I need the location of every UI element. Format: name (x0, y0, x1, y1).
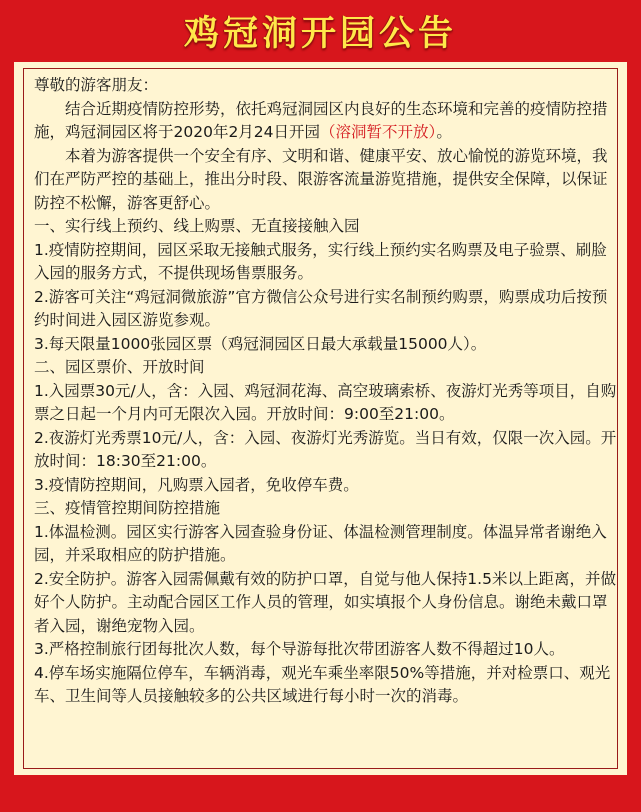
section-item: 2.安全防护。游客入园需佩戴有效的防护口罩，自觉与他人保持1.5米以上距离，并做好个人防护。主动配合园区工作人员的管理，如实填报个人身份信息。谢绝未戴口罩者入园，谢绝宠物入园。 (34, 569, 616, 635)
intro-paragraph-1 (34, 98, 619, 145)
section-heading: 三、疫情管控期间防控措施 (34, 499, 221, 517)
section-item: 3.疫情防控期间，凡购票入园者，免收停车费。 (34, 475, 359, 494)
section-item: 4.停车场实施隔位停车，车辆消毒，观光车乘坐率限50%等措施，并对检票口、观光车、卫生间等人员接触较多的公共区域进行每小时一次的消毒。 (34, 663, 611, 705)
section-item: 1.疫情防控期间，园区采取无接触式服务，实行线上预约实名购票及电子验票、刷脸入园的服务方式，不提供现场售票服务。 (34, 240, 607, 282)
section-heading: 二、园区票价、开放时间 (34, 358, 205, 376)
greeting: 尊敬的游客朋友： (34, 76, 159, 94)
notice-panel (14, 62, 627, 775)
section-item: 1.体温检测。园区实行游客入园查验身份证、体温检测管理制度。体温异常者谢绝入园，并采取相应的防护措施。 (34, 522, 607, 564)
section-item: 2.夜游灯光秀票10元/人，含：入园、夜游灯光秀游览。当日有效，仅限一次入园。开放时间：18:30至21:00。 (34, 428, 617, 470)
cave-closed-note: （溶洞暂不开放） (320, 123, 437, 141)
section-item: 3.严格控制旅行团每批次人数，每个导游每批次带团游客人数不得超过10人。 (34, 640, 565, 658)
notice-title: 鸡冠洞开园公告 (183, 14, 457, 54)
section-heading: 一、实行线上预约、线上购票、无直接接触入园 (34, 217, 360, 235)
section-item: 2.游客可关注“鸡冠洞微旅游”官方微信公众号进行实名制预约购票，购票成功后按预约时间进入园区游览参观。 (34, 287, 608, 329)
intro-end: 。 (436, 123, 452, 141)
intro-text: 结合近期疫情防控形势，依托鸡冠洞园区内良好的生态环境和完善的疫情防控措施，鸡冠洞园区将于2020年2月24日开园 (34, 99, 608, 141)
intro-paragraph-2: 本着为游客提供一个安全有序、文明和谐、健康平安、放心愉悦的游览环境，我们在严防严控的基础上，推出分时段、限游客流量游览措施，提供安全保障，以保证防控不松懈，游客更舒心。 (34, 146, 608, 212)
section-item: 1.入园票30元/人，含：入园、鸡冠洞花海、高空玻璃索桥、夜游灯光秀等项目，自购票之日起一个月内可无限次入园。开放时间：9:00至21:00。 (34, 381, 617, 423)
notice-body (34, 74, 619, 709)
section-item: 3.每天限量1000张园区票（鸡冠洞园区日最大承载量15000人）。 (34, 334, 487, 353)
